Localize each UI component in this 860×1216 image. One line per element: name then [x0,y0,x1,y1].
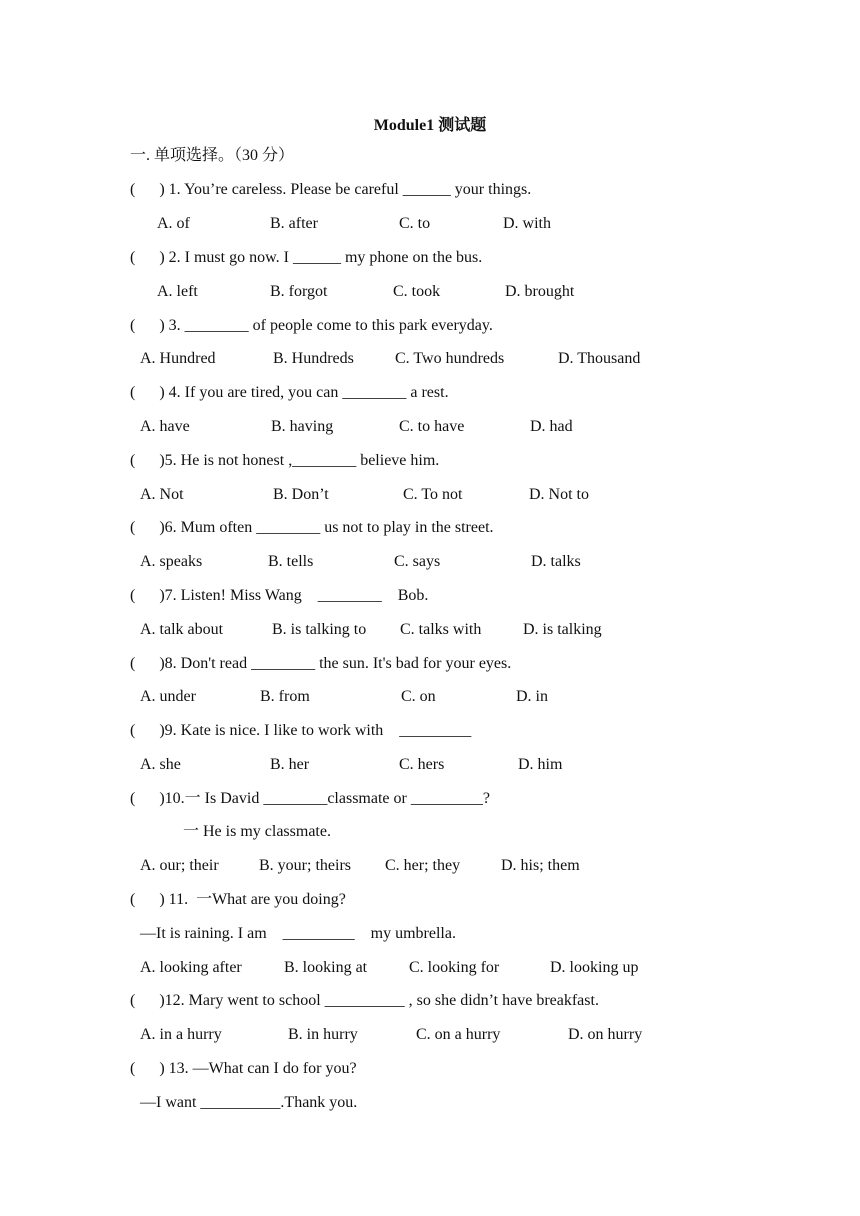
question-11-option-d: D. looking up [550,959,639,976]
question-4-option-d: D. had [530,418,573,435]
question-1-stem: ( ) 1. You’re careless. Please be careful ______ your things. [130,181,532,198]
question-9-option-c: C. hers [399,756,445,773]
question-6-option-d: D. talks [531,553,581,570]
question-12-option-d: D. on hurry [568,1026,643,1043]
question-5-option-b: B. Don’t [273,486,329,503]
question-5-option-c: C. To not [403,486,463,503]
question-1-option-d: D. with [503,215,551,232]
question-7-option-c: C. talks with [400,621,482,638]
question-3-option-b: B. Hundreds [273,350,354,367]
question-1-option-b: B. after [270,215,318,232]
question-9-option-d: D. him [518,756,563,773]
question-8-option-b: B. from [260,688,310,705]
question-7-option-a: A. talk about [140,621,224,638]
question-9-option-b: B. her [270,756,310,773]
question-11-option-a: A. looking after [140,959,242,976]
question-12-option-b: B. in hurry [288,1026,358,1043]
question-6-stem: ( )6. Mum often ________ us not to play in the street. [130,519,494,536]
question-10-option-c: C. her; they [385,857,461,874]
question-5-option-d: D. Not to [529,486,589,503]
question-11-stem: ( ) 11. 一What are you doing? [130,891,346,908]
question-1-option-c: C. to [399,215,431,232]
question-5-option-a: A. Not [140,486,184,503]
page-title: Module1 测试题 [373,117,487,134]
question-7-stem: ( )7. Listen! Miss Wang ________ Bob. [130,587,429,604]
question-2-stem: ( ) 2. I must go now. I ______ my phone on the bus. [130,249,483,266]
question-7-option-d: D. is talking [523,621,602,638]
question-2-option-c: C. took [393,283,441,300]
question-8-option-c: C. on [401,688,436,705]
question-10-stem: ( )10.一 Is David ________classmate or _________? [130,790,490,807]
question-10-option-d: D. his; them [501,857,580,874]
question-3-option-d: D. Thousand [558,350,641,367]
question-10-option-b: B. your; theirs [259,857,351,874]
question-4-option-c: C. to have [399,418,465,435]
question-11-option-b: B. looking at [284,959,368,976]
question-4-option-a: A. have [140,418,190,435]
question-2-option-d: D. brought [505,283,575,300]
question-3-option-c: C. Two hundreds [395,350,505,367]
question-10-extra: 一 He is my classmate. [183,823,331,840]
question-12-stem: ( )12. Mary went to school __________ , so she didn’t have breakfast. [130,992,599,1009]
question-9-stem: ( )9. Kate is nice. I like to work with _________ [130,722,472,739]
question-2-option-a: A. left [157,283,198,300]
question-6-option-c: C. says [394,553,441,570]
question-3-option-a: A. Hundred [140,350,216,367]
question-1-option-a: A. of [157,215,190,232]
question-12-option-a: A. in a hurry [140,1026,222,1043]
question-5-stem: ( )5. He is not honest ,________ believe him. [130,452,440,469]
question-11-option-c: C. looking for [409,959,500,976]
question-6-option-b: B. tells [268,553,314,570]
question-2-option-b: B. forgot [270,283,328,300]
question-8-option-a: A. under [140,688,196,705]
question-13-extra: —I want __________.Thank you. [140,1094,358,1111]
question-8-stem: ( )8. Don't read ________ the sun. It's bad for your eyes. [130,655,512,672]
question-4-stem: ( ) 4. If you are tired, you can ________ a rest. [130,384,449,401]
question-10-option-a: A. our; their [140,857,219,874]
question-7-option-b: B. is talking to [272,621,367,638]
question-6-option-a: A. speaks [140,553,203,570]
question-12-option-c: C. on a hurry [416,1026,501,1043]
question-8-option-d: D. in [516,688,548,705]
question-13-stem: ( ) 13. —What can I do for you? [130,1060,357,1077]
section-heading: 一. 单项选择。（30 分） [130,147,295,164]
question-11-extra: —It is raining. I am _________ my umbrella. [140,925,456,942]
question-9-option-a: A. she [140,756,181,773]
question-4-option-b: B. having [271,418,334,435]
question-3-stem: ( ) 3. ________ of people come to this park everyday. [130,317,493,334]
